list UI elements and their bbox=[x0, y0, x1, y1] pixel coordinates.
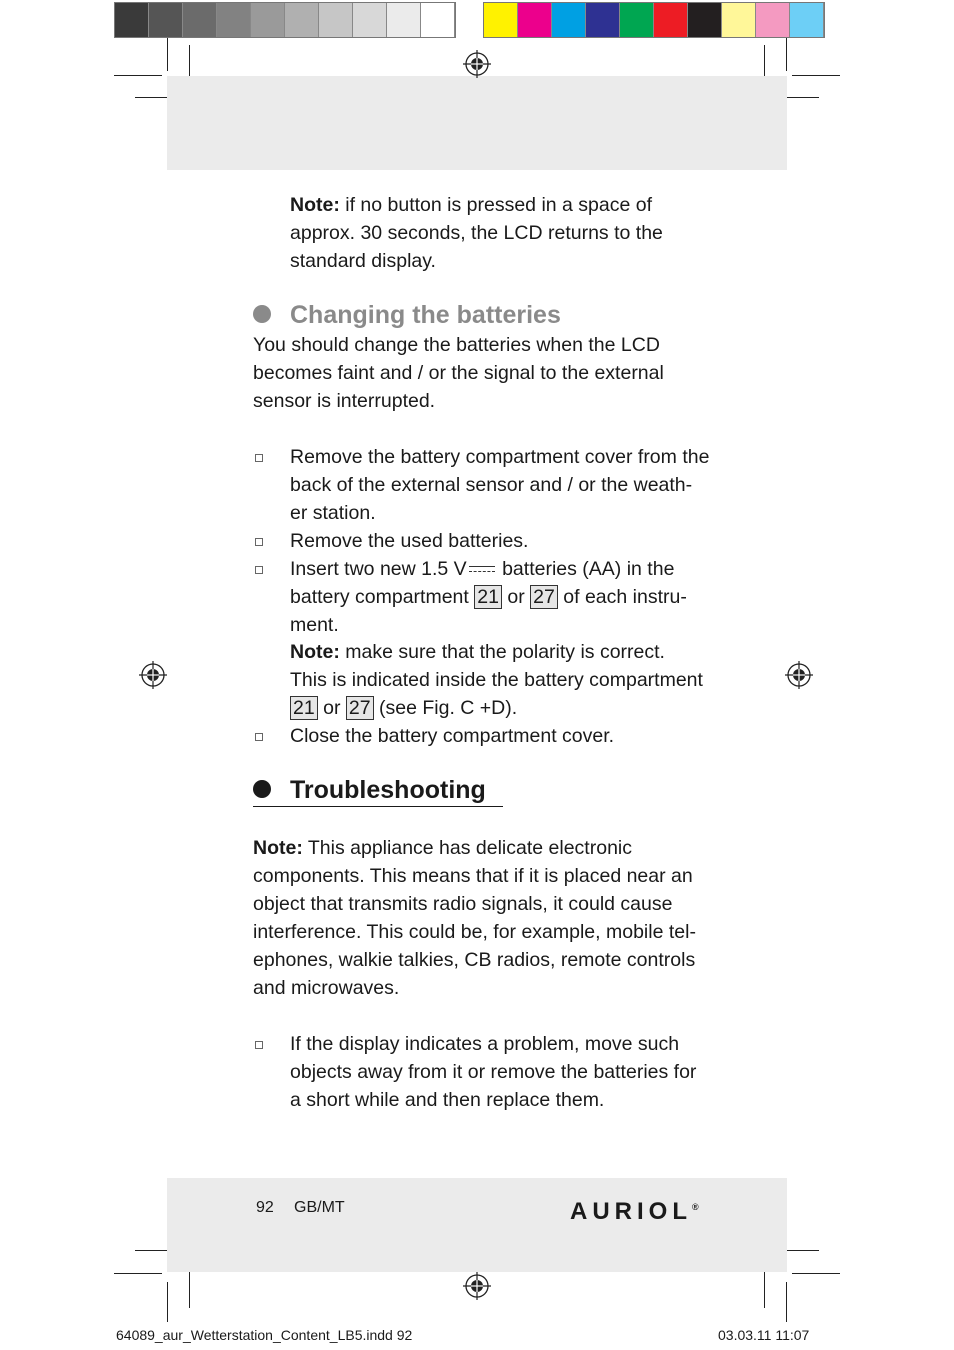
note-polarity bbox=[290, 638, 665, 666]
crop-mark bbox=[792, 1273, 840, 1274]
paragraph-line: interference. This could be, for example, mobile tel- bbox=[253, 921, 696, 943]
color-swatch bbox=[251, 3, 285, 37]
color-swatch bbox=[353, 3, 387, 37]
color-swatch bbox=[183, 3, 217, 37]
paragraph-line bbox=[253, 834, 632, 862]
crop-mark bbox=[786, 1282, 787, 1322]
brand-name: AURIOL bbox=[570, 1198, 692, 1225]
list-item-text: of each instru- bbox=[557, 586, 687, 608]
reference-number-21: 21 bbox=[290, 696, 318, 720]
grayscale-color-bar bbox=[114, 2, 456, 38]
note-label: Note: bbox=[253, 837, 303, 859]
reference-number-27: 27 bbox=[346, 696, 374, 720]
color-swatch bbox=[790, 3, 824, 37]
crop-mark bbox=[792, 75, 840, 76]
color-swatch bbox=[620, 3, 654, 37]
list-checkbox-icon bbox=[255, 1041, 263, 1049]
registration-mark-icon bbox=[462, 1271, 492, 1301]
crop-mark bbox=[167, 1282, 168, 1322]
note-text: or bbox=[317, 697, 346, 719]
color-swatch bbox=[484, 3, 518, 37]
note-label: Note: bbox=[290, 194, 340, 216]
paragraph-line: sensor is interrupted. bbox=[253, 390, 436, 412]
list-item-text: or bbox=[501, 586, 531, 608]
list-item-line: If the display indicates a problem, move such bbox=[290, 1033, 680, 1055]
page-number: 92 bbox=[256, 1199, 274, 1216]
color-swatch bbox=[217, 3, 251, 37]
list-item-line: objects away from it or remove the batteries for bbox=[290, 1061, 697, 1083]
note-label: Note: bbox=[290, 641, 340, 663]
list-item-line: ment. bbox=[290, 614, 339, 636]
process-color-bar bbox=[483, 2, 825, 38]
registration-mark-icon bbox=[138, 660, 168, 690]
note-text: This is indicated inside the battery compartment bbox=[290, 669, 703, 691]
language-code: GB/MT bbox=[294, 1199, 345, 1216]
crop-mark bbox=[764, 1268, 765, 1308]
note-text bbox=[290, 694, 517, 722]
list-item-line: Remove the used batteries. bbox=[290, 530, 529, 552]
paragraph-line: You should change the batteries when the LCD bbox=[253, 334, 660, 356]
crop-mark bbox=[764, 45, 765, 80]
reference-number-21: 21 bbox=[474, 585, 502, 609]
list-item-text: battery compartment bbox=[290, 586, 475, 608]
crop-mark bbox=[189, 1268, 190, 1308]
note-text: approx. 30 seconds, the LCD returns to the bbox=[290, 222, 663, 244]
crop-mark bbox=[189, 45, 190, 80]
list-checkbox-icon bbox=[255, 566, 263, 574]
brand-registered-mark: ® bbox=[692, 1202, 699, 1212]
color-swatch bbox=[722, 3, 756, 37]
note-text: standard display. bbox=[290, 250, 436, 272]
paragraph-line: ephones, walkie talkies, CB radios, remote controls bbox=[253, 949, 696, 971]
direct-current-icon bbox=[469, 564, 495, 576]
section-title-troubleshooting: Troubleshooting bbox=[290, 776, 486, 804]
section-bullet-icon bbox=[253, 780, 271, 798]
section-underline bbox=[253, 806, 503, 807]
list-item-line: er station. bbox=[290, 502, 376, 524]
brand-logo bbox=[570, 1193, 699, 1226]
print-date-time: 03.03.11 11:07 bbox=[718, 1327, 810, 1343]
list-item-text: batteries (AA) in the bbox=[496, 558, 675, 580]
crop-mark bbox=[114, 1273, 162, 1274]
reference-number-27: 27 bbox=[530, 585, 558, 609]
color-swatch bbox=[115, 3, 149, 37]
note-text: This appliance has delicate electronic bbox=[302, 837, 632, 859]
list-checkbox-icon bbox=[255, 733, 263, 741]
color-swatch bbox=[285, 3, 319, 37]
paragraph-line: becomes faint and / or the signal to the external bbox=[253, 362, 664, 384]
list-item-line: a short while and then replace them. bbox=[290, 1089, 605, 1111]
color-swatch bbox=[387, 3, 421, 37]
crop-mark bbox=[114, 75, 162, 76]
crop-mark bbox=[167, 38, 168, 71]
registration-mark-icon bbox=[462, 49, 492, 79]
list-item-text: Insert two new 1.5 V bbox=[290, 558, 467, 580]
registration-mark-icon bbox=[784, 660, 814, 690]
color-swatch bbox=[421, 3, 455, 37]
paragraph-line: components. This means that if it is placed near an bbox=[253, 865, 693, 887]
paragraph-line: object that transmits radio signals, it could cause bbox=[253, 893, 673, 915]
list-item-line bbox=[290, 555, 674, 583]
color-swatch bbox=[756, 3, 790, 37]
list-item-line bbox=[290, 583, 687, 611]
crop-mark bbox=[786, 38, 787, 71]
color-swatch bbox=[586, 3, 620, 37]
list-checkbox-icon bbox=[255, 538, 263, 546]
list-item-line: Close the battery compartment cover. bbox=[290, 725, 615, 747]
header-band bbox=[167, 76, 787, 170]
note-text: (see Fig. C +D). bbox=[373, 697, 518, 719]
section-title-changing-batteries: Changing the batteries bbox=[290, 301, 561, 329]
file-name: 64089_aur_Wetterstation_Content_LB5.indd 92 bbox=[116, 1327, 413, 1343]
note-text: make sure that the polarity is correct. bbox=[339, 641, 665, 663]
paragraph-line: and microwaves. bbox=[253, 977, 400, 999]
color-swatch bbox=[654, 3, 688, 37]
color-swatch bbox=[518, 3, 552, 37]
color-swatch bbox=[149, 3, 183, 37]
color-swatch bbox=[688, 3, 722, 37]
color-swatch bbox=[552, 3, 586, 37]
color-swatch bbox=[319, 3, 353, 37]
note-text: if no button is pressed in a space of bbox=[339, 194, 653, 216]
list-item-line: Remove the battery compartment cover from the bbox=[290, 446, 710, 468]
section-bullet-icon bbox=[253, 305, 271, 323]
list-checkbox-icon bbox=[255, 454, 263, 462]
list-item-line: back of the external sensor and / or the weath- bbox=[290, 474, 693, 496]
